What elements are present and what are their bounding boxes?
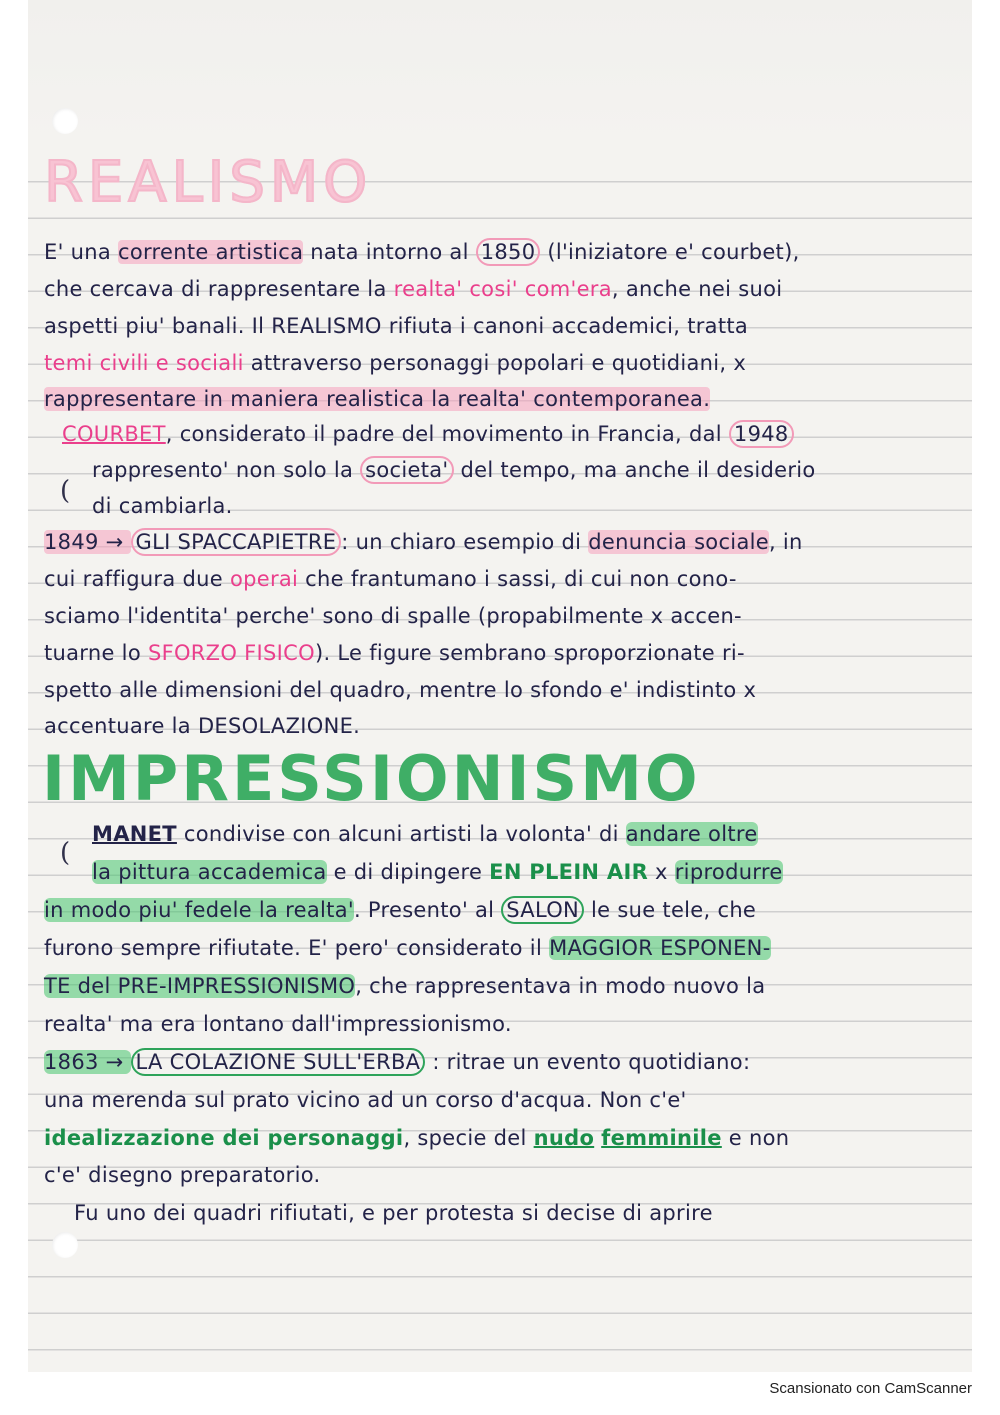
- pink-text-temi-civili: temi civili e sociali: [44, 351, 244, 375]
- scanner-watermark: Scansionato con CamScanner: [769, 1380, 972, 1397]
- note-line: [44, 1126, 789, 1150]
- note-line: [44, 604, 742, 628]
- text: aspetti piu' banali. Il REALISMO rifiuta i canoni accademici, tratta: [44, 314, 749, 338]
- green-text-idealizzazione: idealizzazione dei personaggi: [44, 1126, 404, 1150]
- note-line: [74, 1201, 713, 1225]
- note-line: [44, 898, 756, 922]
- note-line: [44, 641, 745, 665]
- text: Fu uno dei quadri rifiutati, e per protesta si decise di aprire: [74, 1201, 713, 1225]
- margin-bracket: (: [60, 838, 71, 868]
- text: , anche nei suoi: [611, 277, 783, 301]
- green-text-nudo: nudo: [533, 1126, 595, 1150]
- text: che frantumano i sassi, di cui non cono-: [298, 567, 737, 591]
- text: di cambiarla.: [92, 494, 233, 518]
- text: e non: [721, 1126, 790, 1150]
- note-line: [44, 314, 748, 338]
- text: . Presento' al: [353, 898, 502, 922]
- text: : un chiaro esempio di: [341, 530, 589, 554]
- text: le sue tele, che: [584, 898, 757, 922]
- circled-artwork-colazione: LA COLAZIONE SULL'ERBA: [131, 1048, 426, 1076]
- note-line: [44, 1012, 512, 1036]
- note-line: [62, 422, 794, 446]
- highlight-maggior-esponente: MAGGIOR ESPONEN-: [549, 936, 771, 960]
- text: condivise con alcuni artisti la volonta' di: [176, 822, 626, 846]
- note-line: [92, 822, 758, 846]
- note-line: [44, 567, 737, 591]
- text: attraverso personaggi popolari e quotidiani, x: [243, 351, 747, 375]
- green-text-femminile: femminile: [601, 1126, 722, 1150]
- text: rappresento' non solo la: [92, 458, 361, 482]
- pink-text-realta: realta' cosi' com'era: [393, 277, 612, 301]
- text: accentuare la DESOLAZIONE.: [44, 714, 361, 738]
- circled-artwork-spaccapietre: GLI SPACCAPIETRE: [131, 528, 342, 556]
- text: e di dipingere: [326, 860, 490, 884]
- text: , considerato il padre del movimento in Francia, dal: [165, 422, 729, 446]
- circled-year-1850: 1850: [476, 238, 541, 266]
- note-line: [44, 387, 710, 411]
- note-line: [92, 494, 233, 518]
- highlight-realta: in modo piu' fedele la realta': [44, 898, 354, 922]
- note-line: [44, 1088, 687, 1112]
- text: realta' ma era lontano dall'impressionismo.: [44, 1012, 512, 1036]
- pink-text-sforzo-fisico: SFORZO FISICO: [147, 641, 315, 665]
- highlight-corrente-artistica: corrente artistica: [117, 240, 304, 264]
- artist-manet: MANET: [92, 822, 177, 846]
- text: spetto alle dimensioni del quadro, mentre lo sfondo e' indistinto x: [44, 678, 757, 702]
- circled-salon: SALON: [501, 896, 584, 924]
- text: : ritrae un evento quotidiano:: [425, 1050, 751, 1074]
- text: che cercava di rappresentare la: [44, 277, 394, 301]
- note-line: [44, 678, 756, 702]
- heading-impressionismo: IMPRESSIONISMO: [42, 742, 701, 815]
- text: furono sempre rifiutate. E' pero' considerato il: [44, 936, 550, 960]
- text: E' una: [44, 240, 118, 264]
- note-line: [44, 1050, 750, 1074]
- text: (l'iniziatore e' courbet),: [540, 240, 800, 264]
- note-line: [44, 936, 771, 960]
- highlight-riprodurre: riprodurre: [674, 860, 783, 884]
- highlight-pittura-accademica: la pittura accademica: [92, 860, 327, 884]
- note-line: [44, 974, 765, 998]
- text: sciamo l'identita' perche' sono di spalle (propabilmente x accen-: [44, 604, 742, 628]
- text: nata intorno al: [303, 240, 476, 264]
- highlight-denuncia-sociale: denuncia sociale: [588, 530, 769, 554]
- note-line: [92, 458, 816, 482]
- highlight-year-1849: 1849 →: [44, 530, 131, 554]
- text: una merenda sul prato vicino ad un corso d'acqua. Non c'e': [44, 1088, 687, 1112]
- text: , che rappresentava in modo nuovo la: [355, 974, 766, 998]
- highlight-realta-contemporanea: rappresentare in maniera realistica la realta' contemporanea.: [44, 387, 711, 411]
- page-top-margin: [28, 0, 972, 146]
- text: x: [648, 860, 675, 884]
- artist-courbet: COURBET: [62, 422, 166, 446]
- circled-societa: societa': [360, 456, 453, 484]
- text: , specie del: [403, 1126, 534, 1150]
- note-line: [44, 277, 782, 301]
- text: ). Le figure sembrano sproporzionate ri-: [314, 641, 745, 665]
- highlight-year-1863: 1863 →: [44, 1050, 131, 1074]
- margin-bracket: (: [60, 476, 71, 506]
- note-line: [44, 530, 803, 554]
- note-line: [92, 860, 783, 884]
- note-line: [44, 1163, 321, 1187]
- text: del tempo, ma anche il desiderio: [453, 458, 816, 482]
- text: c'e' disegno preparatorio.: [44, 1163, 321, 1187]
- punch-hole: [52, 1232, 78, 1258]
- circled-year-1948: 1948: [729, 420, 794, 448]
- text: , in: [768, 530, 803, 554]
- note-line: [44, 714, 360, 738]
- note-line: [44, 240, 800, 264]
- text: cui raffigura due: [44, 567, 230, 591]
- green-text-en-plein-air: EN PLEIN AIR: [489, 860, 649, 884]
- note-line: [44, 351, 746, 375]
- text: tuarne lo: [44, 641, 148, 665]
- highlight-andare-oltre: andare oltre: [625, 822, 758, 846]
- pink-text-operai: operai: [229, 567, 299, 591]
- heading-realismo: REALISMO: [44, 150, 373, 215]
- punch-hole: [52, 108, 78, 134]
- highlight-pre-impressionismo: TE del PRE-IMPRESSIONISMO: [44, 974, 356, 998]
